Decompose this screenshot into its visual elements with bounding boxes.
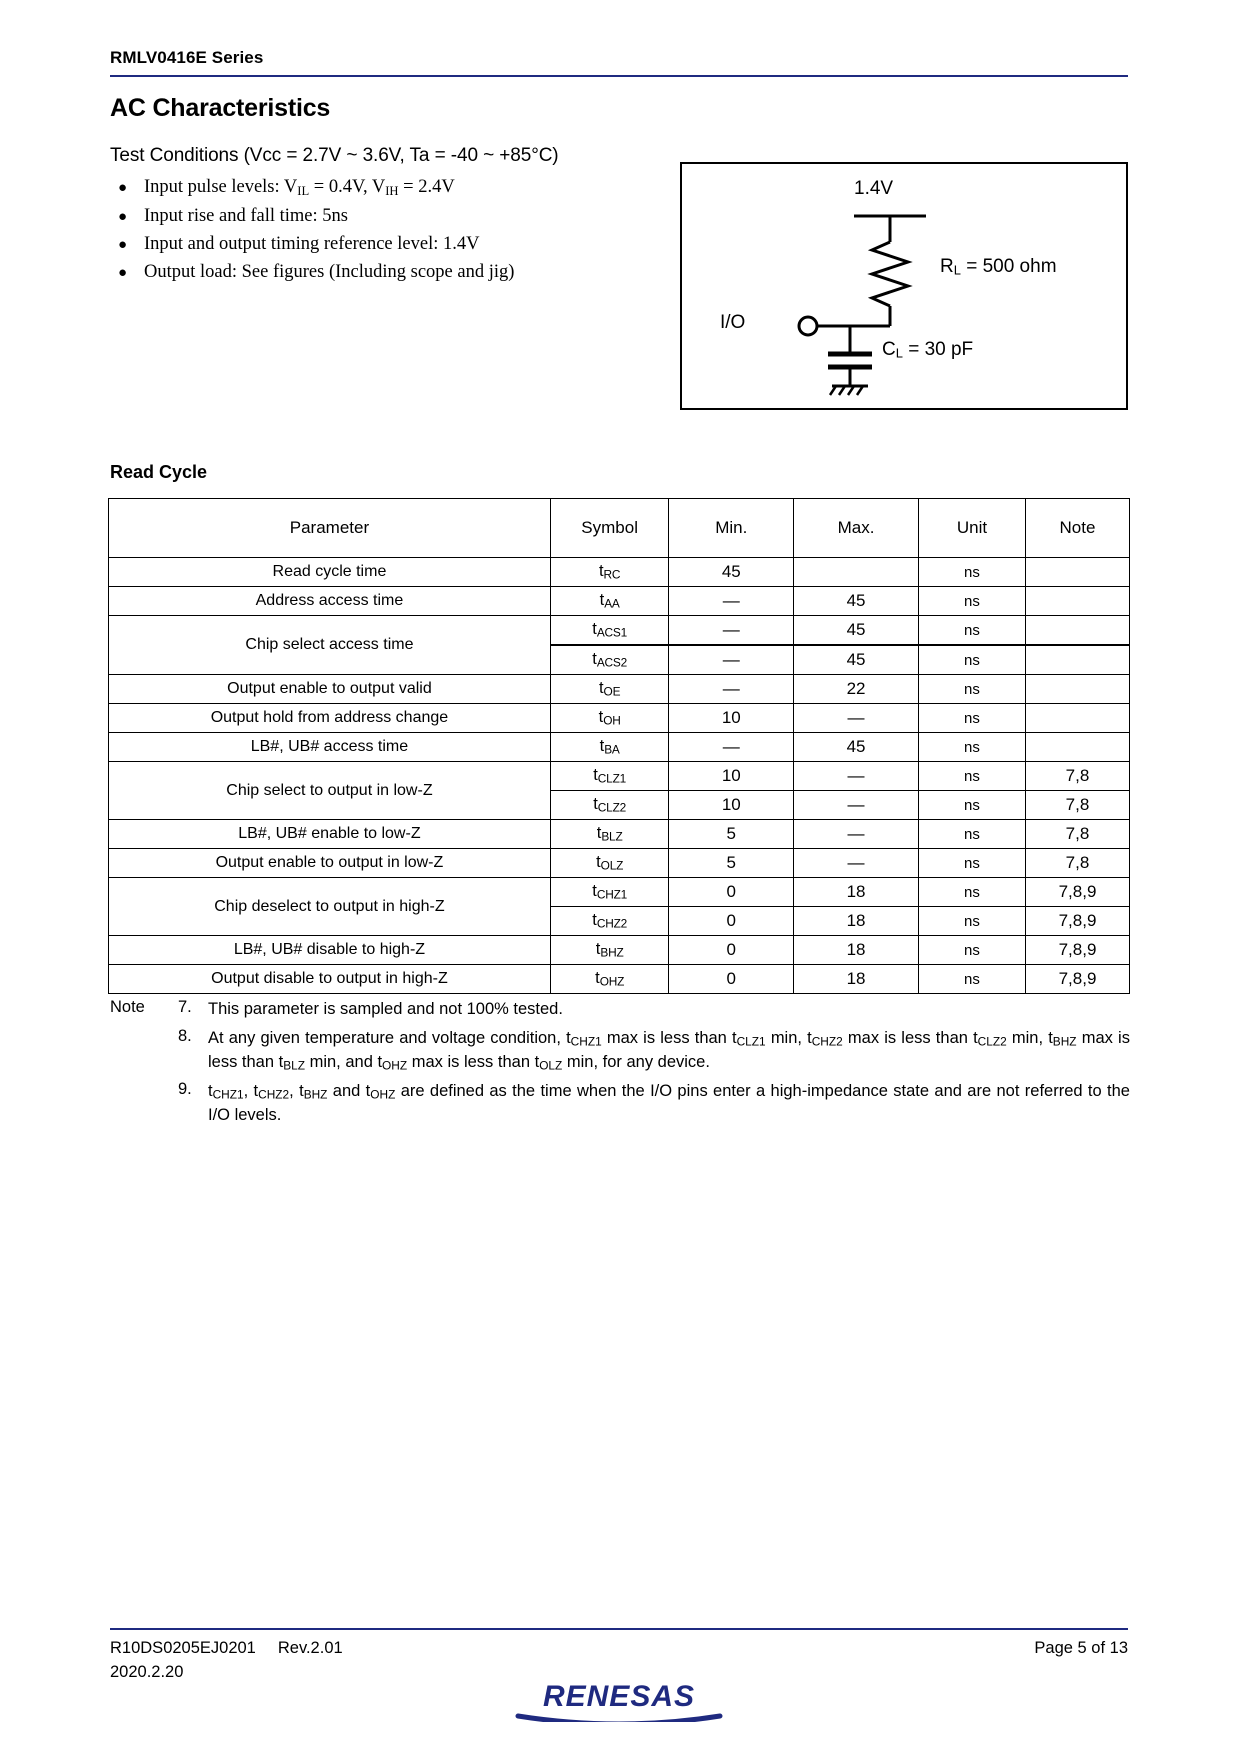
cell-min: 45 [669, 558, 794, 587]
table-row [109, 733, 1130, 762]
cell-max: — [794, 704, 919, 733]
load-resistor-label: $R_L = 500$ ohm [940, 256, 1057, 278]
cell-note [1026, 558, 1130, 587]
cell-symbol: $t_{BA}$ [550, 733, 669, 762]
cell-min: 10 [669, 762, 794, 791]
table-body [109, 558, 1130, 994]
col-header-min: Min. [669, 499, 794, 558]
cell-unit: ns [918, 820, 1025, 849]
cell-unit: ns [918, 616, 1025, 646]
bullet-item [118, 206, 618, 227]
cell-unit: ns [918, 558, 1025, 587]
cell-max: 22 [794, 675, 919, 704]
cell-min: — [669, 733, 794, 762]
cell-max: — [794, 849, 919, 878]
cell-parameter: Output hold from address change [109, 704, 551, 733]
cell-note [1026, 704, 1130, 733]
doc-revision: Rev.2.01 [277, 1639, 343, 1657]
bullet-dot-icon: ● [118, 264, 128, 281]
cell-symbol: $t_{RC}$ [550, 558, 669, 587]
cell-symbol: $t_{CHZ2}$ [550, 907, 669, 936]
cell-min: — [669, 587, 794, 616]
bullet-dot-icon: ● [118, 208, 128, 225]
cell-symbol: $t_{OLZ}$ [550, 849, 669, 878]
read-cycle-table [108, 498, 1130, 994]
cell-symbol: $t_{BHZ}$ [550, 936, 669, 965]
cell-max: — [794, 791, 919, 820]
cell-max: 18 [794, 907, 919, 936]
table-row [109, 558, 1130, 587]
cell-min: 10 [669, 791, 794, 820]
cell-note [1026, 733, 1130, 762]
cell-parameter: Chip select to output in low-Z [109, 762, 551, 820]
read-cycle-heading: Read Cycle [110, 462, 208, 482]
notes-label: Note [110, 998, 145, 1016]
cell-symbol: $t_{CLZ2}$ [550, 791, 669, 820]
cell-unit: ns [918, 936, 1025, 965]
bullet-dot-icon: ● [118, 236, 128, 253]
series-title: RMLV0416E Series [110, 48, 264, 67]
page-number: Page 5 of 13 [1034, 1639, 1128, 1657]
cell-unit: ns [918, 907, 1025, 936]
note-number: 9. [178, 1080, 192, 1099]
cell-unit: ns [918, 733, 1025, 762]
cell-max: 45 [794, 587, 919, 616]
cell-max [794, 558, 919, 587]
cell-symbol: $t_{ACS2}$ [550, 645, 669, 675]
cell-min: 5 [669, 820, 794, 849]
col-header-parameter: Parameter [109, 499, 551, 558]
cell-unit: ns [918, 791, 1025, 820]
cell-note [1026, 675, 1130, 704]
cell-symbol: $t_{OH}$ [550, 704, 669, 733]
cell-note: 7,8,9 [1026, 907, 1130, 936]
output-load-circuit-diagram [680, 162, 1128, 410]
cell-note: 7,8 [1026, 820, 1130, 849]
cell-unit: ns [918, 587, 1025, 616]
cell-max: 45 [794, 616, 919, 646]
cell-min: — [669, 675, 794, 704]
cell-min: — [669, 645, 794, 675]
table-row [109, 936, 1130, 965]
cell-note: 7,8,9 [1026, 965, 1130, 994]
table-row [109, 965, 1130, 994]
cell-note: 7,8,9 [1026, 936, 1130, 965]
table-row [109, 704, 1130, 733]
cell-symbol: $t_{OE}$ [550, 675, 669, 704]
table-row [109, 762, 1130, 791]
read-cycle-table-wrapper [108, 498, 1130, 994]
cell-symbol: $t_{CHZ1}$ [550, 878, 669, 907]
doc-number: R10DS0205EJ0201 [110, 1639, 256, 1657]
cell-parameter: Address access time [109, 587, 551, 616]
cell-symbol: $t_{OHZ}$ [550, 965, 669, 994]
table-row [109, 587, 1130, 616]
cell-note: 7,8 [1026, 849, 1130, 878]
doc-date: 2020.2.20 [110, 1662, 184, 1681]
cell-note [1026, 587, 1130, 616]
cell-parameter: Chip deselect to output in high-Z [109, 878, 551, 936]
cell-symbol: $t_{AA}$ [550, 587, 669, 616]
renesas-logo-svg [504, 1676, 734, 1722]
cell-unit: ns [918, 849, 1025, 878]
bullet-text: Input and output timing reference level: 1.4V [144, 233, 480, 254]
cell-parameter: Read cycle time [109, 558, 551, 587]
load-capacitor-label: $C_L = 30$ pF [882, 339, 974, 361]
col-header-symbol: Symbol [550, 499, 669, 558]
bullet-text: Output load: See figures (Including scope and jig) [144, 261, 515, 282]
notes-block [110, 998, 1130, 1133]
cell-max: 18 [794, 965, 919, 994]
table-row [109, 849, 1130, 878]
bullet-item [118, 177, 618, 199]
cell-parameter: LB#, UB# enable to low-Z [109, 820, 551, 849]
cell-max: 45 [794, 645, 919, 675]
cell-min: 0 [669, 907, 794, 936]
note-item [110, 1027, 1130, 1074]
footer-doc-line [110, 1637, 343, 1661]
svg-text:RENESAS: RENESAS [542, 1680, 696, 1713]
cell-max: 18 [794, 936, 919, 965]
test-conditions-bullets [118, 177, 618, 290]
table-row [109, 820, 1130, 849]
cell-unit: ns [918, 762, 1025, 791]
cell-min: 10 [669, 704, 794, 733]
note-number: 7. [178, 998, 192, 1016]
note-spacer [110, 1027, 178, 1074]
table-row [109, 675, 1130, 704]
bullet-text: Input pulse levels: $V_{IL} = 0.4V$, $V_{IH} = 2.4V$ [144, 177, 455, 198]
supply-voltage-label: 1.4V [854, 178, 894, 199]
note-text: This parameter is sampled and not 100% tested. [208, 1000, 563, 1018]
note-number: 8. [178, 1027, 192, 1046]
cell-unit: ns [918, 645, 1025, 675]
io-terminal-label: I/O [720, 312, 746, 333]
bullet-item [118, 262, 618, 283]
table-row [109, 616, 1130, 646]
cell-note: 7,8,9 [1026, 878, 1130, 907]
col-header-max: Max. [794, 499, 919, 558]
cell-parameter: LB#, UB# access time [109, 733, 551, 762]
cell-note [1026, 645, 1130, 675]
bullet-item [118, 234, 618, 255]
cell-symbol: $t_{ACS1}$ [550, 616, 669, 646]
footer-right [1034, 1637, 1128, 1661]
table-row [109, 878, 1130, 907]
cell-min: — [669, 616, 794, 646]
cell-unit: ns [918, 878, 1025, 907]
page-header [110, 48, 1128, 77]
note-item [110, 1080, 1130, 1127]
bullet-dot-icon: ● [118, 180, 128, 196]
cell-unit: ns [918, 704, 1025, 733]
cell-unit: ns [918, 675, 1025, 704]
cell-min: 0 [669, 936, 794, 965]
cell-parameter: Output enable to output in low-Z [109, 849, 551, 878]
col-header-note: Note [1026, 499, 1130, 558]
cell-note [1026, 616, 1130, 646]
cell-max: — [794, 762, 919, 791]
page-footer [110, 1628, 1128, 1713]
note-spacer [110, 1080, 178, 1127]
cell-parameter: Chip select access time [109, 616, 551, 675]
cell-min: 5 [669, 849, 794, 878]
note-item [110, 998, 1130, 1021]
cell-note: 7,8 [1026, 791, 1130, 820]
cell-unit: ns [918, 965, 1025, 994]
cell-symbol: $t_{BLZ}$ [550, 820, 669, 849]
cell-parameter: Output enable to output valid [109, 675, 551, 704]
test-conditions-line: Test Conditions (Vcc = 2.7V ~ 3.6V, Ta = -40 ~ +85°C) [110, 145, 559, 166]
cell-note: 7,8 [1026, 762, 1130, 791]
cell-parameter: LB#, UB# disable to high-Z [109, 936, 551, 965]
circuit-schematic-svg [682, 164, 1126, 408]
bullet-text: Input rise and fall time: 5ns [144, 205, 348, 226]
table-header-row [109, 499, 1130, 558]
section-title: AC Characteristics [110, 94, 331, 122]
renesas-logo [110, 1676, 1128, 1727]
cell-max: 45 [794, 733, 919, 762]
cell-symbol: $t_{CLZ1}$ [550, 762, 669, 791]
note-text: $t_{CHZ1}$, $t_{CHZ2}$, $t_{BHZ}$ and $t_{OHZ}$ are defined as the time when the I/O pins enter a high-impedance state and are not referred to the I/O levels. [208, 1082, 1130, 1124]
cell-max: 18 [794, 878, 919, 907]
cell-parameter: Output disable to output in high-Z [109, 965, 551, 994]
col-header-unit: Unit [918, 499, 1025, 558]
cell-max: — [794, 820, 919, 849]
note-text: At any given temperature and voltage condition, $t_{CHZ1}$ max is less than $t_{CLZ1}$ min, $t_{CHZ2}$ max is less than $t_{CLZ2}$ min, $t_{BHZ}$ max is less than $t_{BLZ}$ min, and $t_{OHZ}$ max is less than $t_{OLZ}$ min, for any device. [208, 1029, 1130, 1073]
cell-min: 0 [669, 878, 794, 907]
cell-min: 0 [669, 965, 794, 994]
header-rule [110, 75, 1128, 77]
